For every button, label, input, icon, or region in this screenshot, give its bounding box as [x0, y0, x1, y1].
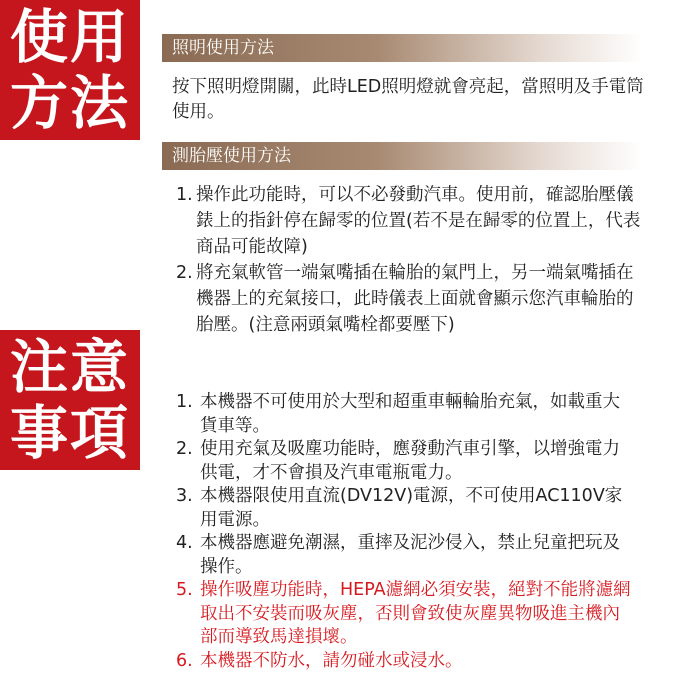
lighting-instructions: 按下照明燈開關，此時LED照明燈就會亮起，當照明及手電筒使用。	[172, 77, 644, 122]
list-item-warning	[176, 650, 636, 674]
list-item-text: 操作此功能時，可以不必發動汽車。使用前，確認胎壓儀錶上的指針停在歸零的位置(若不是在歸零的位置上，代表商品可能故障)	[196, 185, 641, 257]
list-item-text: 操作吸塵功能時，HEPA濾網必須安裝，絕對不能將濾網取出不安裝而吸灰塵，否則會致使灰塵異物吸進主機內部而導致馬達損壞。	[200, 580, 631, 647]
list-item-text: 本機器限使用直流(DV12V)電源，不可使用AC110V家用電源。	[200, 486, 623, 530]
tire-steps-list	[176, 182, 648, 338]
list-item-number: 2.	[176, 439, 193, 459]
list-item-number: 3.	[176, 486, 193, 506]
list-item	[176, 391, 636, 438]
usage-title-block	[0, 0, 140, 140]
list-item-number: 2.	[176, 263, 193, 283]
list-item-number: 1.	[176, 185, 193, 205]
list-item	[176, 532, 636, 579]
list-item-text: 本機器不可使用於大型和超重車輛輪胎充氣，如載重大貨車等。	[200, 392, 620, 436]
notes-title-line2: 事項	[9, 399, 130, 467]
list-item-number: 1.	[176, 392, 193, 412]
notes-list	[176, 391, 636, 673]
list-item-number: 4.	[176, 533, 193, 553]
lighting-section-header: 照明使用方法	[162, 34, 642, 62]
list-item	[176, 438, 636, 485]
list-item-text: 本機器不防水，請勿碰水或浸水。	[200, 650, 463, 671]
list-item-text: 使用充氣及吸塵功能時，應發動汽車引擎，以增強電力供電，才不會損及汽車電瓶電力。	[200, 439, 620, 483]
list-item-text: 將充氣軟管一端氣嘴插在輪胎的氣門上，另一端氣嘴插在機器上的充氣接口，此時儀表上面就會顯示您汽車輪胎的胎壓。(注意兩頭氣嘴栓都要壓下)	[196, 263, 634, 335]
list-item	[176, 182, 648, 260]
tire-section-header: 測胎壓使用方法	[162, 142, 642, 170]
notes-title-block	[0, 330, 140, 470]
usage-title-line2: 方法	[9, 69, 130, 137]
list-item	[176, 260, 648, 338]
notes-title-line1: 注意	[9, 333, 130, 401]
list-item	[176, 485, 636, 532]
list-item-number: 5.	[176, 580, 193, 600]
list-item-text: 本機器應避免潮濕，重摔及泥沙侵入，禁止兒童把玩及操作。	[200, 533, 620, 577]
list-item-warning	[176, 579, 636, 650]
list-item-number: 6.	[176, 650, 193, 671]
usage-title-line1: 使用	[9, 3, 130, 71]
